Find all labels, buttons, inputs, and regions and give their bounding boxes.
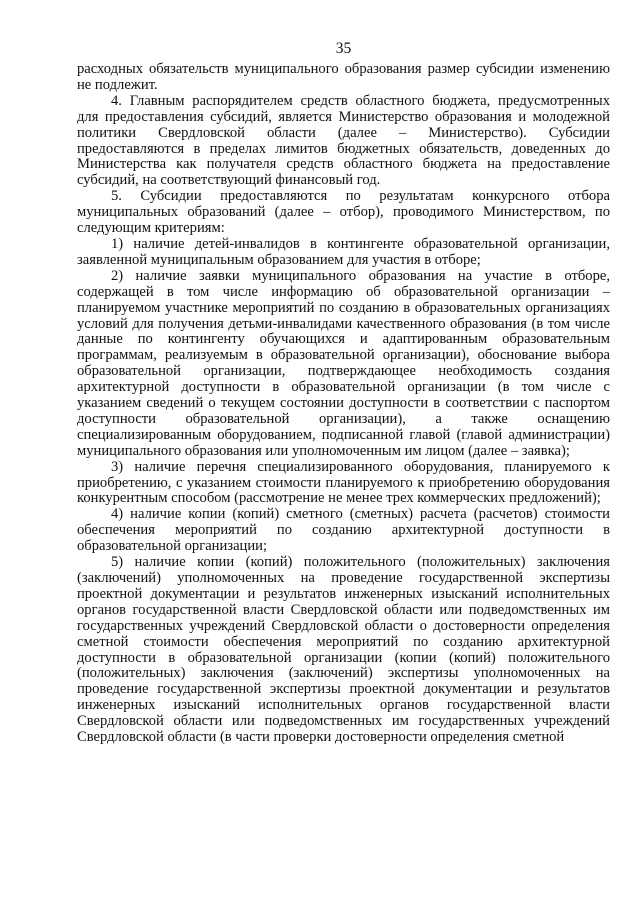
criterion-5: 5) наличие копии (копий) положительного (положительных) заключения (заключений) уполномоченных на проведение государственной экспертизы проектной документации и результатов инженерных изысканий исполнительных органов государственной власти Свердловской области или подведомственных им государственных учреждений Свердловской области о достоверности определения сметной стоимости обеспечения мероприятий по созданию архитектурной доступности в образовательной организации (копии (копий) положительного (положительных) заключения (заключений) экспертизы уполномоченных на проведение государственной экспертизы проектной документации и результатов инженерных изысканий исполнительных органов государственной власти Свердловской области или подведомственных им государственных учреждений Свердловской области (в части проверки достоверности определения сметной — [77, 554, 610, 746]
criterion-1: 1) наличие детей-инвалидов в контингенте образовательной организации, заявленной муниципальным образованием для участия в отборе; — [77, 235, 610, 268]
criterion-3: 3) наличие перечня специализированного оборудования, планируемого к приобретению, с указанием стоимости планируемого к приобретению оборудования конкурентным способом (рассмотрение не менее трех коммерческих предложений); — [77, 458, 610, 507]
document-page — [77, 40, 610, 746]
paragraph-continuation: расходных обязательств муниципального образования размер субсидии изменению не подлежит. — [77, 61, 610, 93]
paragraph-item-5: 5. Субсидии предоставляются по результатам конкурсного отбора муниципальных образований (далее – отбор), проводимого Министерством, по следующим критериям: — [77, 188, 610, 237]
criterion-4: 4) наличие копии (копий) сметного (сметных) расчета (расчетов) стоимости обеспечения мероприятий по созданию архитектурной доступности в образовательной организации; — [77, 506, 610, 555]
paragraph-item-4: 4. Главным распорядителем средств областного бюджета, предусмотренных для предоставления субсидий, является Министерство образования и молодежной политики Свердловской области (далее – Министерство). Субсидии предоставляются в пределах лимитов бюджетных обязательств, доведенных до Министерства как получателя средств областного бюджета на предоставление субсидий, на соответствующий финансовый год. — [77, 92, 610, 189]
criterion-2: 2) наличие заявки муниципального образования на участие в отборе, содержащей в том числе информацию об образовательной организации – планируемом участнике мероприятий по созданию в образовательных организациях условий для получения детьми-инвалидами качественного образования (в том числе данные по контингенту обучающихся и адаптированным образовательным программам, реализуемым в образовательной организации), обоснование выбора образовательной организации, подтверждающее необходимость создания архитектурной доступности в образовательной организации (в том числе с указанием сведений о текущем состоянии доступности в соответствии с паспортом доступности образовательной организации), а также оснащению специализированным оборудованием, подписанной главой (главой администрации) муниципального образования или уполномоченным им лицом (далее – заявка); — [77, 267, 610, 459]
page-number: 35 — [335, 40, 352, 57]
